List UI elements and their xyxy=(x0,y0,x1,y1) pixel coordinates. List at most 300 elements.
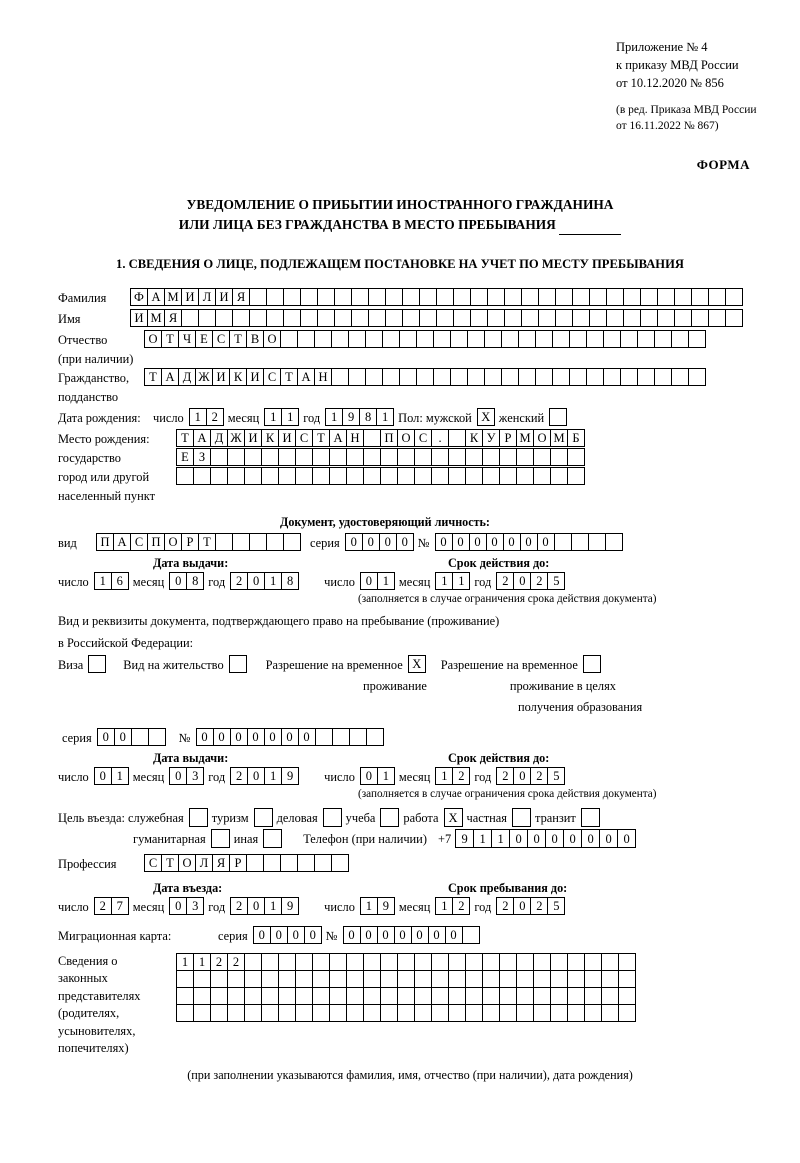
purpose-checkbox-sluzhebnaya[interactable] xyxy=(189,808,207,827)
cell[interactable]: 0 xyxy=(169,897,187,915)
legal-input-row-1[interactable] xyxy=(176,953,635,971)
cell[interactable] xyxy=(380,953,398,971)
entry-month-input[interactable] xyxy=(169,897,203,915)
cell[interactable] xyxy=(414,1004,432,1022)
cell[interactable]: Е xyxy=(176,448,194,466)
cell[interactable]: 0 xyxy=(520,533,538,551)
cell[interactable]: М xyxy=(516,429,534,447)
cell[interactable] xyxy=(601,987,619,1005)
permit-series-input[interactable] xyxy=(97,728,165,746)
cell[interactable] xyxy=(261,953,279,971)
cell[interactable]: Ж xyxy=(195,368,213,386)
permit-visa-checkbox[interactable] xyxy=(88,655,105,673)
cell[interactable] xyxy=(504,309,522,327)
cell[interactable] xyxy=(691,288,709,306)
cell[interactable]: 0 xyxy=(247,728,265,746)
cell[interactable] xyxy=(414,953,432,971)
cell[interactable] xyxy=(232,309,250,327)
cell[interactable] xyxy=(512,808,531,827)
cell[interactable] xyxy=(346,953,364,971)
cell[interactable] xyxy=(229,655,247,673)
cell[interactable] xyxy=(348,330,366,348)
cell[interactable] xyxy=(295,448,313,466)
cell[interactable] xyxy=(533,467,551,485)
cell[interactable] xyxy=(399,368,417,386)
cell[interactable] xyxy=(88,655,106,673)
cell[interactable] xyxy=(465,448,483,466)
cell[interactable]: С xyxy=(212,330,230,348)
cell[interactable]: И xyxy=(181,288,199,306)
cell[interactable] xyxy=(462,926,480,944)
surname-input[interactable] xyxy=(130,288,742,306)
cell[interactable] xyxy=(581,808,600,827)
cell[interactable]: 2 xyxy=(230,897,248,915)
cell[interactable] xyxy=(210,467,228,485)
cell[interactable] xyxy=(348,368,366,386)
cell[interactable]: 2 xyxy=(94,897,112,915)
purpose-checkbox-delovaya[interactable] xyxy=(323,808,341,827)
cell[interactable] xyxy=(210,987,228,1005)
permit-residence-checkbox[interactable] xyxy=(229,655,246,673)
cell[interactable] xyxy=(397,953,415,971)
legal-input-row-2[interactable] xyxy=(176,970,635,988)
cell[interactable] xyxy=(414,448,432,466)
cell[interactable] xyxy=(431,467,449,485)
cell[interactable]: Д xyxy=(210,429,228,447)
cell[interactable]: 0 xyxy=(287,926,305,944)
cell[interactable] xyxy=(397,448,415,466)
cell[interactable] xyxy=(181,309,199,327)
cell[interactable] xyxy=(516,1004,534,1022)
purpose-checkbox-gumanitarnaya[interactable] xyxy=(211,829,229,848)
cell[interactable] xyxy=(516,953,534,971)
cell[interactable] xyxy=(521,288,539,306)
cell[interactable] xyxy=(583,655,601,673)
cell[interactable] xyxy=(453,309,471,327)
cell[interactable] xyxy=(329,987,347,1005)
cell[interactable] xyxy=(691,309,709,327)
cell[interactable] xyxy=(586,330,604,348)
cell[interactable] xyxy=(584,970,602,988)
cell[interactable] xyxy=(516,970,534,988)
cell[interactable] xyxy=(657,288,675,306)
cell[interactable]: 0 xyxy=(360,572,378,590)
cell[interactable] xyxy=(499,1004,517,1022)
cell[interactable]: X xyxy=(477,408,495,426)
profession-input[interactable] xyxy=(144,854,348,872)
cell[interactable]: О xyxy=(178,854,196,872)
cell[interactable] xyxy=(385,309,403,327)
cell[interactable]: М xyxy=(164,288,182,306)
cell[interactable] xyxy=(244,467,262,485)
cell[interactable]: 9 xyxy=(455,829,474,848)
cell[interactable] xyxy=(572,288,590,306)
cell[interactable] xyxy=(278,467,296,485)
cell[interactable] xyxy=(317,288,335,306)
cell[interactable] xyxy=(448,970,466,988)
cell[interactable]: 2 xyxy=(452,897,470,915)
cell[interactable]: Т xyxy=(161,854,179,872)
cell[interactable] xyxy=(193,467,211,485)
cell[interactable] xyxy=(227,1004,245,1022)
cell[interactable] xyxy=(588,533,606,551)
cell[interactable] xyxy=(550,987,568,1005)
cell[interactable]: Я xyxy=(212,854,230,872)
cell[interactable] xyxy=(589,288,607,306)
cell[interactable] xyxy=(280,330,298,348)
cell[interactable] xyxy=(266,288,284,306)
cell[interactable]: 0 xyxy=(435,533,453,551)
cell[interactable] xyxy=(261,448,279,466)
cell[interactable] xyxy=(431,987,449,1005)
name-input[interactable] xyxy=(130,309,742,327)
cell[interactable] xyxy=(363,467,381,485)
cell[interactable]: 0 xyxy=(196,728,214,746)
cell[interactable] xyxy=(567,448,585,466)
cell[interactable] xyxy=(346,987,364,1005)
cell[interactable] xyxy=(317,309,335,327)
cell[interactable]: 0 xyxy=(304,926,322,944)
cell[interactable] xyxy=(499,987,517,1005)
cell[interactable] xyxy=(567,970,585,988)
cell[interactable] xyxy=(618,1004,636,1022)
cell[interactable] xyxy=(431,1004,449,1022)
cell[interactable] xyxy=(450,368,468,386)
cell[interactable]: 0 xyxy=(230,728,248,746)
cell[interactable] xyxy=(244,953,262,971)
purpose-checkbox-ucheba[interactable] xyxy=(380,808,398,827)
cell[interactable] xyxy=(501,368,519,386)
cell[interactable] xyxy=(244,970,262,988)
cell[interactable] xyxy=(605,533,623,551)
cell[interactable] xyxy=(637,330,655,348)
cell[interactable] xyxy=(278,987,296,1005)
entry-year-input[interactable] xyxy=(230,897,298,915)
cell[interactable]: А xyxy=(161,368,179,386)
cell[interactable] xyxy=(550,1004,568,1022)
cell[interactable]: 2 xyxy=(496,767,514,785)
cell[interactable] xyxy=(283,309,301,327)
cell[interactable] xyxy=(244,1004,262,1022)
cell[interactable] xyxy=(654,330,672,348)
cell[interactable]: 1 xyxy=(435,572,453,590)
cell[interactable]: 0 xyxy=(247,897,265,915)
cell[interactable] xyxy=(198,309,216,327)
cell[interactable] xyxy=(249,533,267,551)
cell[interactable] xyxy=(518,330,536,348)
cell[interactable] xyxy=(283,288,301,306)
stay-month-input[interactable] xyxy=(435,897,469,915)
cell[interactable]: 0 xyxy=(617,829,636,848)
cell[interactable]: 1 xyxy=(176,953,194,971)
cell[interactable] xyxy=(465,987,483,1005)
cell[interactable]: Я xyxy=(164,309,182,327)
cell[interactable] xyxy=(499,953,517,971)
cell[interactable] xyxy=(465,970,483,988)
cell[interactable] xyxy=(550,970,568,988)
purpose-checkbox-inaya[interactable] xyxy=(263,829,281,848)
cell[interactable] xyxy=(261,1004,279,1022)
cell[interactable] xyxy=(448,953,466,971)
cell[interactable]: 1 xyxy=(111,767,129,785)
cell[interactable] xyxy=(533,987,551,1005)
cell[interactable]: 1 xyxy=(264,408,282,426)
cell[interactable]: 1 xyxy=(435,767,453,785)
cell[interactable]: 8 xyxy=(186,572,204,590)
cell[interactable] xyxy=(674,309,692,327)
cell[interactable] xyxy=(482,448,500,466)
cell[interactable]: Т xyxy=(144,368,162,386)
cell[interactable]: 6 xyxy=(111,572,129,590)
cell[interactable] xyxy=(278,1004,296,1022)
identity-kind-input[interactable] xyxy=(96,533,300,551)
cell[interactable] xyxy=(448,429,466,447)
purpose-checkbox-tranzit[interactable] xyxy=(581,808,599,827)
sex-male-checkbox[interactable] xyxy=(477,408,494,426)
cell[interactable] xyxy=(538,309,556,327)
cell[interactable] xyxy=(211,829,230,848)
cell[interactable] xyxy=(266,309,284,327)
cell[interactable] xyxy=(397,987,415,1005)
cell[interactable] xyxy=(332,728,350,746)
cell[interactable] xyxy=(499,467,517,485)
cell[interactable] xyxy=(366,728,384,746)
purpose-checkbox-chastnaya[interactable] xyxy=(512,808,530,827)
cell[interactable] xyxy=(346,970,364,988)
cell[interactable] xyxy=(708,309,726,327)
cell[interactable]: У xyxy=(482,429,500,447)
identity-issue-year-input[interactable] xyxy=(230,572,298,590)
cell[interactable]: Е xyxy=(195,330,213,348)
cell[interactable]: 0 xyxy=(281,728,299,746)
cell[interactable] xyxy=(623,309,641,327)
cell[interactable]: 0 xyxy=(213,728,231,746)
cell[interactable] xyxy=(640,309,658,327)
cell[interactable]: 9 xyxy=(281,897,299,915)
cell[interactable] xyxy=(725,288,743,306)
cell[interactable]: Т xyxy=(312,429,330,447)
cell[interactable]: М xyxy=(147,309,165,327)
cell[interactable] xyxy=(380,448,398,466)
cell[interactable] xyxy=(363,987,381,1005)
cell[interactable] xyxy=(193,970,211,988)
birth-year-input[interactable] xyxy=(325,408,393,426)
cell[interactable]: 0 xyxy=(298,728,316,746)
cell[interactable]: 0 xyxy=(379,533,397,551)
cell[interactable] xyxy=(382,330,400,348)
cell[interactable] xyxy=(618,953,636,971)
cell[interactable] xyxy=(261,987,279,1005)
cell[interactable] xyxy=(176,1004,194,1022)
cell[interactable] xyxy=(516,448,534,466)
cell[interactable]: О xyxy=(533,429,551,447)
cell[interactable]: 0 xyxy=(445,926,463,944)
cell[interactable]: 3 xyxy=(186,767,204,785)
cell[interactable]: 3 xyxy=(186,897,204,915)
cell[interactable] xyxy=(227,448,245,466)
cell[interactable] xyxy=(397,1004,415,1022)
cell[interactable]: М xyxy=(550,429,568,447)
cell[interactable] xyxy=(312,467,330,485)
cell[interactable] xyxy=(380,1004,398,1022)
cell[interactable]: 0 xyxy=(377,926,395,944)
cell[interactable] xyxy=(368,309,386,327)
cell[interactable]: Н xyxy=(314,368,332,386)
cell[interactable]: 8 xyxy=(281,572,299,590)
cell[interactable] xyxy=(399,330,417,348)
cell[interactable] xyxy=(572,309,590,327)
cell[interactable] xyxy=(148,728,166,746)
birth-day-input[interactable] xyxy=(189,408,223,426)
cell[interactable] xyxy=(278,448,296,466)
cell[interactable] xyxy=(606,309,624,327)
cell[interactable]: 1 xyxy=(473,829,492,848)
cell[interactable] xyxy=(266,533,284,551)
cell[interactable] xyxy=(518,368,536,386)
cell[interactable]: 0 xyxy=(513,572,531,590)
cell[interactable]: 0 xyxy=(545,829,564,848)
cell[interactable]: 1 xyxy=(281,408,299,426)
cell[interactable]: Т xyxy=(198,533,216,551)
cell[interactable] xyxy=(470,288,488,306)
cell[interactable]: 1 xyxy=(264,572,282,590)
cell[interactable] xyxy=(249,309,267,327)
cell[interactable] xyxy=(176,467,194,485)
cell[interactable]: 0 xyxy=(411,926,429,944)
cell[interactable] xyxy=(606,288,624,306)
cell[interactable] xyxy=(329,970,347,988)
cell[interactable] xyxy=(351,288,369,306)
cell[interactable]: О xyxy=(144,330,162,348)
cell[interactable] xyxy=(315,728,333,746)
cell[interactable] xyxy=(584,953,602,971)
cell[interactable] xyxy=(416,330,434,348)
cell[interactable] xyxy=(246,854,264,872)
cell[interactable] xyxy=(601,953,619,971)
cell[interactable] xyxy=(465,953,483,971)
cell[interactable] xyxy=(261,467,279,485)
cell[interactable] xyxy=(654,368,672,386)
cell[interactable] xyxy=(295,987,313,1005)
cell[interactable]: 0 xyxy=(360,926,378,944)
cell[interactable] xyxy=(550,467,568,485)
cell[interactable] xyxy=(569,368,587,386)
cell[interactable]: 7 xyxy=(111,897,129,915)
cell[interactable] xyxy=(363,970,381,988)
cell[interactable]: 0 xyxy=(169,572,187,590)
cell[interactable]: И xyxy=(246,368,264,386)
cell[interactable] xyxy=(263,829,282,848)
cell[interactable] xyxy=(227,987,245,1005)
cell[interactable] xyxy=(329,448,347,466)
cell[interactable] xyxy=(584,987,602,1005)
cell[interactable]: 9 xyxy=(281,767,299,785)
cell[interactable] xyxy=(708,288,726,306)
cell[interactable] xyxy=(571,533,589,551)
cell[interactable] xyxy=(433,368,451,386)
cell[interactable]: 1 xyxy=(94,572,112,590)
cell[interactable] xyxy=(433,330,451,348)
cell[interactable] xyxy=(210,970,228,988)
cell[interactable] xyxy=(314,330,332,348)
cell[interactable] xyxy=(363,448,381,466)
cell[interactable] xyxy=(674,288,692,306)
stay-day-input[interactable] xyxy=(360,897,394,915)
cell[interactable] xyxy=(363,1004,381,1022)
cell[interactable]: 1 xyxy=(193,953,211,971)
cell[interactable] xyxy=(450,330,468,348)
cell[interactable]: 2 xyxy=(530,897,548,915)
cell[interactable]: И xyxy=(130,309,148,327)
cell[interactable] xyxy=(567,467,585,485)
cell[interactable]: 1 xyxy=(452,572,470,590)
cell[interactable]: А xyxy=(193,429,211,447)
cell[interactable]: 1 xyxy=(376,408,394,426)
cell[interactable]: А xyxy=(113,533,131,551)
cell[interactable]: 0 xyxy=(527,829,546,848)
cell[interactable] xyxy=(244,987,262,1005)
cell[interactable]: В xyxy=(246,330,264,348)
cell[interactable] xyxy=(601,1004,619,1022)
cell[interactable] xyxy=(312,970,330,988)
cell[interactable]: 9 xyxy=(342,408,360,426)
cell[interactable] xyxy=(385,288,403,306)
cell[interactable]: 0 xyxy=(599,829,618,848)
cell[interactable] xyxy=(499,448,517,466)
cell[interactable] xyxy=(419,288,437,306)
cell[interactable]: Т xyxy=(176,429,194,447)
cell[interactable]: 2 xyxy=(530,572,548,590)
cell[interactable] xyxy=(278,953,296,971)
cell[interactable]: 2 xyxy=(496,897,514,915)
cell[interactable] xyxy=(397,467,415,485)
birthplace-input-row-1[interactable] xyxy=(176,429,584,447)
cell[interactable] xyxy=(215,533,233,551)
migration-number-input[interactable] xyxy=(343,926,479,944)
cell[interactable] xyxy=(688,330,706,348)
permit-valid-day-input[interactable] xyxy=(360,767,394,785)
cell[interactable] xyxy=(482,987,500,1005)
cell[interactable]: 0 xyxy=(452,533,470,551)
cell[interactable] xyxy=(465,467,483,485)
cell[interactable]: 0 xyxy=(97,728,115,746)
cell[interactable] xyxy=(312,448,330,466)
cell[interactable] xyxy=(601,970,619,988)
cell[interactable]: Л xyxy=(195,854,213,872)
cell[interactable]: 0 xyxy=(469,533,487,551)
cell[interactable]: 1 xyxy=(435,897,453,915)
cell[interactable]: Ч xyxy=(178,330,196,348)
cell[interactable] xyxy=(210,1004,228,1022)
cell[interactable]: 1 xyxy=(377,767,395,785)
cell[interactable] xyxy=(300,288,318,306)
cell[interactable] xyxy=(499,970,517,988)
cell[interactable]: К xyxy=(261,429,279,447)
cell[interactable]: Л xyxy=(198,288,216,306)
cell[interactable]: 0 xyxy=(343,926,361,944)
cell[interactable] xyxy=(363,429,381,447)
cell[interactable] xyxy=(671,368,689,386)
cell[interactable] xyxy=(278,970,296,988)
cell[interactable]: 8 xyxy=(359,408,377,426)
cell[interactable]: 0 xyxy=(396,533,414,551)
cell[interactable]: 0 xyxy=(169,767,187,785)
cell[interactable]: 0 xyxy=(362,533,380,551)
cell[interactable] xyxy=(688,368,706,386)
cell[interactable] xyxy=(295,953,313,971)
cell[interactable]: С xyxy=(295,429,313,447)
legal-input-row-3[interactable] xyxy=(176,987,635,1005)
